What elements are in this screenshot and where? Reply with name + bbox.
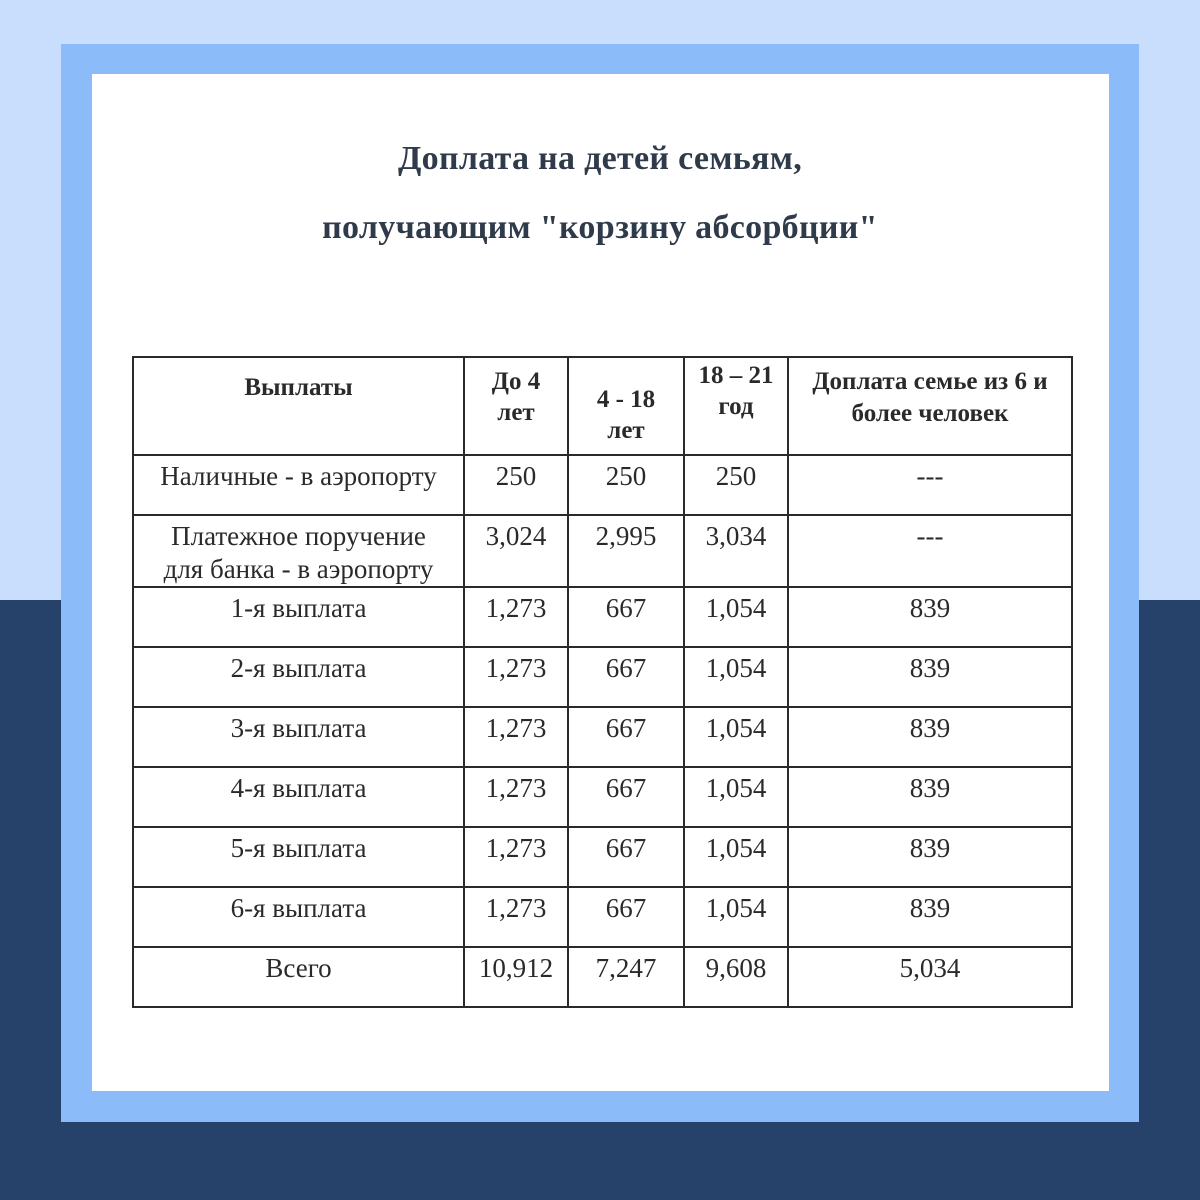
cell-age-4-18: 667 [605, 593, 647, 623]
cell-age-0-4: 3,024 [485, 521, 547, 551]
cell-age-0-4: 1,273 [485, 713, 547, 743]
cell-age-18-21: 1,054 [705, 713, 767, 743]
cell-age-18-21: 3,034 [705, 521, 767, 551]
header-age-0-4 [464, 357, 568, 455]
cell-family: --- [916, 521, 944, 551]
cell-age-18-21: 1,054 [705, 593, 767, 623]
row-label: 2-я выплата [230, 653, 367, 683]
cell-age-18-21: 250 [715, 461, 757, 491]
table-row [133, 707, 1072, 767]
header-family-line2: более человек [851, 400, 1009, 427]
cell-family: --- [916, 461, 944, 491]
cell-age-0-4: 1,273 [485, 833, 547, 863]
total-age-18-21: 9,608 [705, 953, 767, 983]
cell-family: 839 [909, 713, 951, 743]
cell-age-4-18: 667 [605, 833, 647, 863]
cell-age-0-4: 250 [495, 461, 537, 491]
cell-family: 839 [909, 893, 951, 923]
cell-age-0-4: 1,273 [485, 893, 547, 923]
header-age-18-21-line1: 18 – 21 [698, 362, 774, 389]
table-row [133, 887, 1072, 947]
cell-family: 839 [909, 593, 951, 623]
table-row [133, 827, 1072, 887]
header-age-4-18 [568, 357, 684, 455]
total-age-0-4: 10,912 [478, 953, 554, 983]
row-label-line1: Платежное поручение [171, 521, 426, 551]
cell-age-0-4: 1,273 [485, 653, 547, 683]
total-family: 5,034 [899, 953, 961, 983]
header-payments-label: Выплаты [244, 374, 353, 401]
row-label-total: Всего [265, 953, 332, 983]
header-age-4-18-line2: лет [607, 417, 645, 444]
row-label: 6-я выплата [230, 893, 367, 923]
table-row [133, 587, 1072, 647]
cell-family: 839 [909, 653, 951, 683]
cell-age-0-4: 1,273 [485, 593, 547, 623]
cell-age-18-21: 1,054 [705, 653, 767, 683]
page-title-line-1: Доплата на детей семьям, [397, 140, 803, 177]
table-header-row [133, 357, 1072, 455]
table-row [133, 515, 1072, 587]
cell-age-4-18: 667 [605, 653, 647, 683]
table-row [133, 767, 1072, 827]
header-family-supplement [788, 357, 1072, 455]
cell-age-4-18: 250 [605, 461, 647, 491]
table-row [133, 455, 1072, 515]
row-label: 5-я выплата [230, 833, 367, 863]
table-row [133, 647, 1072, 707]
total-age-4-18: 7,247 [595, 953, 657, 983]
cell-age-4-18: 667 [605, 893, 647, 923]
cell-age-0-4: 1,273 [485, 773, 547, 803]
header-age-18-21-line2: год [718, 393, 754, 420]
cell-age-4-18: 667 [605, 773, 647, 803]
cell-age-18-21: 1,054 [705, 773, 767, 803]
cell-age-4-18: 2,995 [595, 521, 657, 551]
cell-family: 839 [909, 833, 951, 863]
header-age-0-4-line2: лет [497, 399, 535, 426]
header-age-18-21 [684, 357, 788, 455]
header-age-4-18-line1: 4 - 18 [596, 386, 656, 413]
cell-age-18-21: 1,054 [705, 833, 767, 863]
header-age-0-4-line1: До 4 [491, 368, 541, 395]
table-total-row [133, 947, 1072, 1007]
payments-table [132, 356, 1073, 1008]
row-label: 3-я выплата [230, 713, 367, 743]
row-label: 1-я выплата [230, 593, 367, 623]
cell-family: 839 [909, 773, 951, 803]
cell-age-4-18: 667 [605, 713, 647, 743]
row-label: 4-я выплата [230, 773, 367, 803]
header-payments [133, 357, 464, 455]
cell-age-18-21: 1,054 [705, 893, 767, 923]
header-family-line1: Доплата семье из 6 и [812, 368, 1048, 395]
page-title-line-2: получающим "корзину абсорбции" [322, 209, 878, 246]
row-label: Наличные - в аэропорту [160, 461, 437, 491]
row-label-line2: для банка - в аэропорту [163, 554, 434, 584]
